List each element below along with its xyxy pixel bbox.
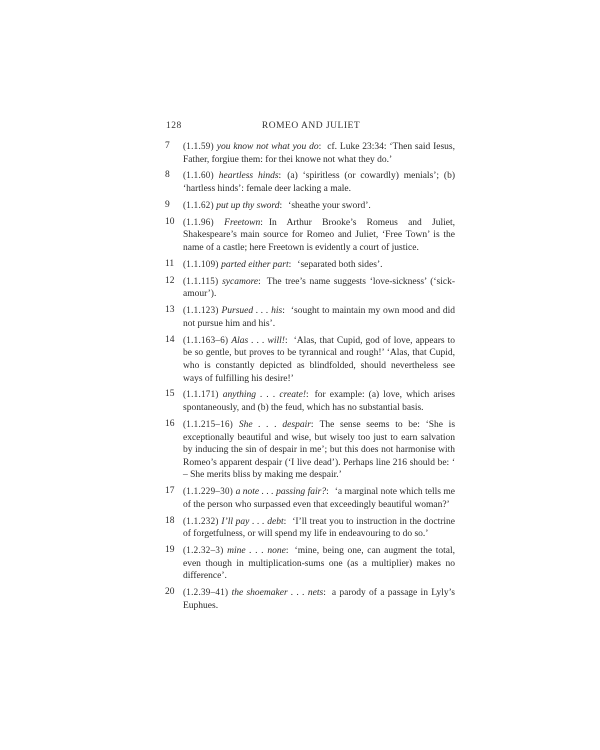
endnotes-list [165,140,455,616]
note-colon: : [282,306,285,317]
note-colon: : [310,419,314,430]
note-gloss: The tree’s name suggests ‘love-sickness’ (‘sick-amour’). [183,276,455,300]
note-item [165,275,455,301]
note-gloss: ‘sheathe your sword’. [288,200,371,211]
note-lemma: mine . . . none [227,546,286,557]
note-line-ref: (1.1.109) [183,258,219,269]
note-number: 9 [165,199,170,210]
note-number: 18 [165,515,175,526]
note-line-ref: (1.1.59) [183,141,214,151]
running-title: ROMEO AND JULIET [261,121,361,131]
note-line-ref: (1.2.39–41) [183,587,229,598]
note-gloss: ‘I’ll treat you to instruction in the doctrine of forgetfulness, or will spend my life in endeavouring to do so.’ [183,516,455,540]
page-number: 128 [166,121,182,131]
note-item [165,169,455,195]
note-lemma: Alas . . . will! [231,335,285,346]
note-number: 7 [165,141,170,151]
note-colon: : [285,546,289,557]
note-lemma: Pursued . . . his [221,306,283,317]
note-line-ref: (1.2.32–3) [183,545,224,556]
note-lemma: She . . . despair [238,419,311,430]
note-line-ref: (1.1.232) [183,515,219,526]
note-number: 16 [165,418,175,429]
note-gloss: ‘separated both sides’. [297,259,383,270]
note-lemma: I’ll pay . . . debt [221,516,284,527]
note-gloss: ‘a marginal note which tells me of the person who surpassed even that exceedingly beautiful woman?’ [183,487,456,510]
note-colon: : [279,200,283,211]
note-lemma: heartless hinds [218,171,279,182]
note-gloss: ‘sought to maintain my own mood and did not pursue him and his’. [183,306,456,329]
note-item [165,199,455,213]
note-lemma: Freetown [224,217,261,228]
note-line-ref: (1.1.62) [183,199,214,210]
note-number: 14 [165,334,175,345]
note-number: 19 [165,545,175,556]
note-colon: : [318,142,322,152]
note-item [165,586,455,612]
note-gloss: for example: (a) love, which arises spontaneously, and (b) the feud, which has no substantial basis. [183,390,455,414]
note-lemma: sycamore [222,276,259,287]
note-gloss: ‘Alas, that Cupid, god of love, appears to be so gentle, but proves to be tyrannical and rough!’ ‘Alas, that Cupid, who is constantly depicted as blindfolded, should nevertheless see ways of fulfilling his desire!’ [183,335,456,384]
note-line-ref: (1.1.60) [183,170,214,181]
note-number: 20 [165,587,175,598]
note-number: 11 [165,258,175,269]
note-line-ref: (1.1.163–6) [183,334,229,345]
note-number: 12 [165,275,175,286]
note-lemma: you know not what you do [216,142,319,152]
note-item [165,334,455,385]
note-lemma: parted either part [221,259,289,270]
note-item [165,515,455,541]
note-line-ref: (1.1.123) [183,305,219,316]
note-item [165,485,455,511]
note-lemma: a note . . . passing fair? [235,487,327,498]
note-number: 15 [165,389,175,400]
note-gloss: a parody of a passage in Lyly’s Euphues. [183,588,455,611]
note-number: 10 [165,216,175,227]
note-colon: : [284,335,288,346]
note-gloss: ‘mine, being one, can augment the total, even though in multiplication-sums one (as a multiplier) makes no difference’. [183,546,456,582]
note-lemma: anything . . . create! [222,390,306,401]
note-item [165,388,455,414]
note-lemma: the shoemaker . . . nets [231,588,324,599]
note-colon: : [283,516,287,527]
note-colon: : [278,171,282,182]
note-gloss: (a) ‘spiritless (or cowardly) menials’; (b) ‘hartless hinds’: female deer lacking a male. [183,171,456,195]
note-line-ref: (1.1.215–16) [183,418,234,429]
note-item [165,304,455,330]
note-number: 8 [165,170,170,181]
note-gloss: The sense seems to be: ‘She is exceptionally beautiful and wise, but wisely too just to earn salvation by inducing the sin of despair in me’; but this does not harmonise with Romeo’s apparent despair (‘I live dead’). Perhaps line 216 should be: ‘ – She merits bliss by making me despair.’ [183,419,456,481]
note-line-ref: (1.1.96) [183,216,214,227]
note-colon: : [305,390,309,401]
note-line-ref: (1.1.229–30) [183,486,234,497]
note-colon: : [288,259,292,270]
note-item [165,216,455,255]
note-gloss: In Arthur Brooke’s Romeus and Juliet, Shakespeare’s main source for Romeo and Juliet, ‘Free Town’ is the name of a castle; here Freetown is evidently a court of justice. [183,217,455,254]
note-gloss: cf. Luke 23:34: ‘Then said Iesus, Father, forgiue them: for thei knowe not what they do.’ [183,142,455,165]
note-item [165,418,455,482]
note-lemma: put up thy sword [216,200,280,211]
note-number: 13 [165,305,175,316]
note-colon: : [258,276,261,287]
note-line-ref: (1.1.115) [183,275,219,286]
note-number: 17 [165,486,175,497]
note-colon: : [323,588,326,599]
note-line-ref: (1.1.171) [183,389,219,400]
note-item [165,258,455,272]
note-colon: : [260,217,263,228]
note-item [165,140,455,166]
note-colon: : [326,487,329,498]
note-item [165,544,455,583]
